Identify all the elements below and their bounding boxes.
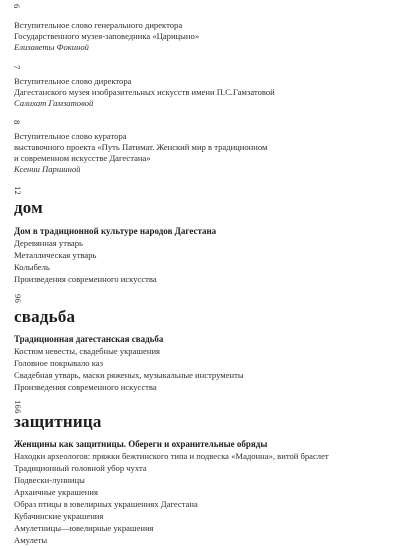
section-item: Произведения современного искусства xyxy=(14,274,157,284)
toc-entry-line: Вступительное слово куратора xyxy=(14,131,127,141)
toc-entry-line: и современном искусстве Дагестана» xyxy=(14,153,151,163)
section-item: Свадебная утварь, маски ряженых, музыкальные инструменты xyxy=(14,370,244,380)
section-item: Амулеты xyxy=(14,535,48,545)
section-title: защитница xyxy=(14,412,102,431)
section-item: Произведения современного искусства xyxy=(14,382,157,392)
toc-entry-line: Дагестанского музея изобразительных искусств имени П.С.Гамзатовой xyxy=(14,87,275,97)
section-item: Находки археологов: пряжки бежтинского типа и подвеска «Мадонна», витой браслет xyxy=(14,451,329,461)
toc-entry-line: Государственного музея-заповедника «Царицыно» xyxy=(14,31,200,41)
section-item: Подвески-лунницы xyxy=(14,475,85,485)
section-item: Архаичные украшения xyxy=(14,487,98,497)
section-item: Традиционный головной убор чухта xyxy=(14,463,147,473)
section-page-number: 12 xyxy=(13,186,23,196)
toc-entry-author: Ксении Паршиной xyxy=(14,164,81,174)
section-item: Колыбель xyxy=(14,262,50,272)
page-number: 7 xyxy=(12,65,22,70)
toc-entry-line: выставочного проекта «Путь Патимат. Женский мир в традиционном xyxy=(14,142,268,152)
section-item: Костюм невесты, свадебные украшения xyxy=(14,346,161,356)
section-item: Деревянная утварь xyxy=(14,238,83,248)
section-item: Кубачинские украшения xyxy=(14,511,104,521)
section-item: Головное покрывало каз xyxy=(14,358,103,368)
section-item: Амулетницы—ювелирные украшения xyxy=(14,523,154,533)
section-subtitle: Дом в традиционной культуре народов Дагестана xyxy=(14,226,217,236)
section-subtitle: Традиционная дагестанская свадьба xyxy=(14,334,164,344)
section-subtitle: Женщины как защитницы. Обереги и охранительные обряды xyxy=(14,439,268,449)
toc-entry-line: Вступительное слово директора xyxy=(14,76,132,86)
toc-entry-author: Салихат Гамзатовой xyxy=(14,98,94,108)
page-number: 8 xyxy=(12,120,22,125)
section-item: Образ птицы в ювелирных украшениях Дагестана xyxy=(14,499,198,509)
toc-entry-line: Вступительное слово генерального директора xyxy=(14,20,183,30)
section-title: свадьба xyxy=(14,307,76,326)
section-title: дом xyxy=(14,198,43,217)
page-number: 6 xyxy=(12,4,22,9)
section-page-number: 96 xyxy=(13,294,23,304)
section-item: Металлическая утварь xyxy=(14,250,97,260)
section-page-number: 166 xyxy=(13,400,23,414)
toc-entry-author: Елизаветы Фокиной xyxy=(14,42,89,52)
